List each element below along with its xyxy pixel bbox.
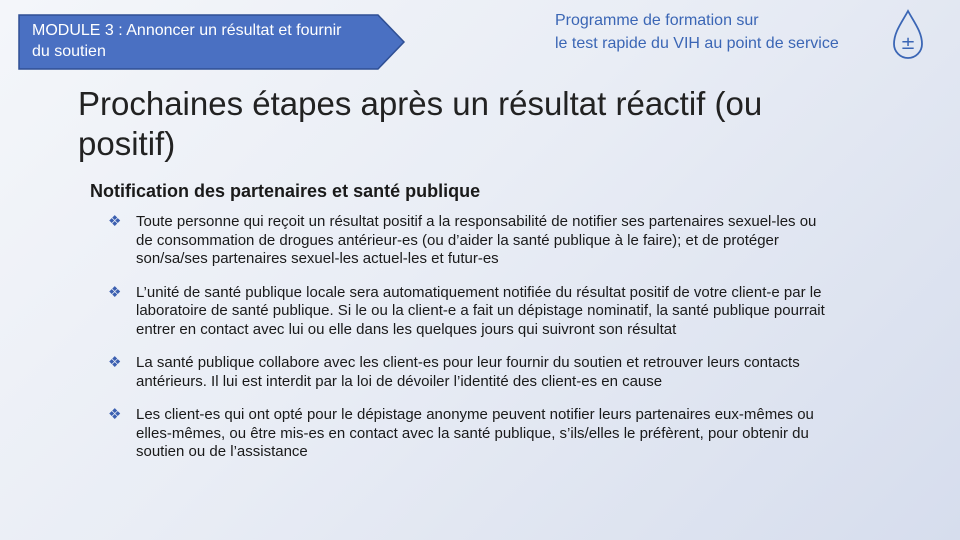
module-label: MODULE 3 : Annoncer un résultat et fournir du soutien bbox=[32, 22, 342, 60]
bullet-item bbox=[108, 354, 828, 391]
slide-title: Prochaines étapes après un résultat réactif (ou positif) bbox=[78, 85, 763, 162]
program-title-line-1: Programme de formation sur bbox=[555, 12, 759, 29]
diamond-bullet-icon: ❖ bbox=[108, 406, 122, 423]
program-title-line-2: le test rapide du VIH au point de service bbox=[555, 35, 839, 52]
bullet-text: La santé publique collabore avec les client-es pour leur fournir du soutien et retrouver leurs contacts antérieurs. Il lui est interdit par la loi de dévoiler l’identité des client-es en cause bbox=[136, 354, 800, 390]
diamond-bullet-icon: ❖ bbox=[108, 213, 122, 230]
module-banner bbox=[18, 14, 406, 70]
slide-subtitle: Notification des partenaires et santé publique bbox=[90, 181, 481, 201]
diamond-bullet-icon: ❖ bbox=[108, 354, 122, 371]
drop-plus-minus-icon bbox=[890, 8, 926, 69]
bullet-list bbox=[108, 213, 828, 477]
logo-symbol: ± bbox=[900, 33, 916, 54]
bullet-item bbox=[108, 213, 828, 269]
diamond-bullet-icon: ❖ bbox=[108, 283, 122, 301]
bullet-text: L’unité de santé publique locale sera automatiquement notifiée du résultat positif de votre client-e par le laboratoire de santé publique. Si le ou la client-e a fait un dépistage nominatif, la santé publique pourrait entrer en contact avec lui ou elle dans les quelques jours qui suivront son résultat bbox=[136, 283, 825, 338]
bullet-text: Les client-es qui ont opté pour le dépistage anonyme peuvent notifier leurs partenaires eux-mêmes ou elles-mêmes, ou être mis-es en contact avec la santé publique, s’ils/elles le préfèrent, pour obtenir du soutien ou de l’assistance bbox=[136, 406, 814, 460]
bullet-text: Toute personne qui reçoit un résultat positif a la responsabilité de notifier ses partenaires sexuel-les ou de consommation de drogues antérieur-es (ou d’aider la santé publique à le faire); et de protéger son/sa/ses partenaires sexuel-les actuel-les et futur-es bbox=[136, 213, 817, 267]
bullet-item bbox=[108, 406, 828, 462]
bullet-item bbox=[108, 284, 828, 340]
program-title bbox=[555, 9, 895, 55]
